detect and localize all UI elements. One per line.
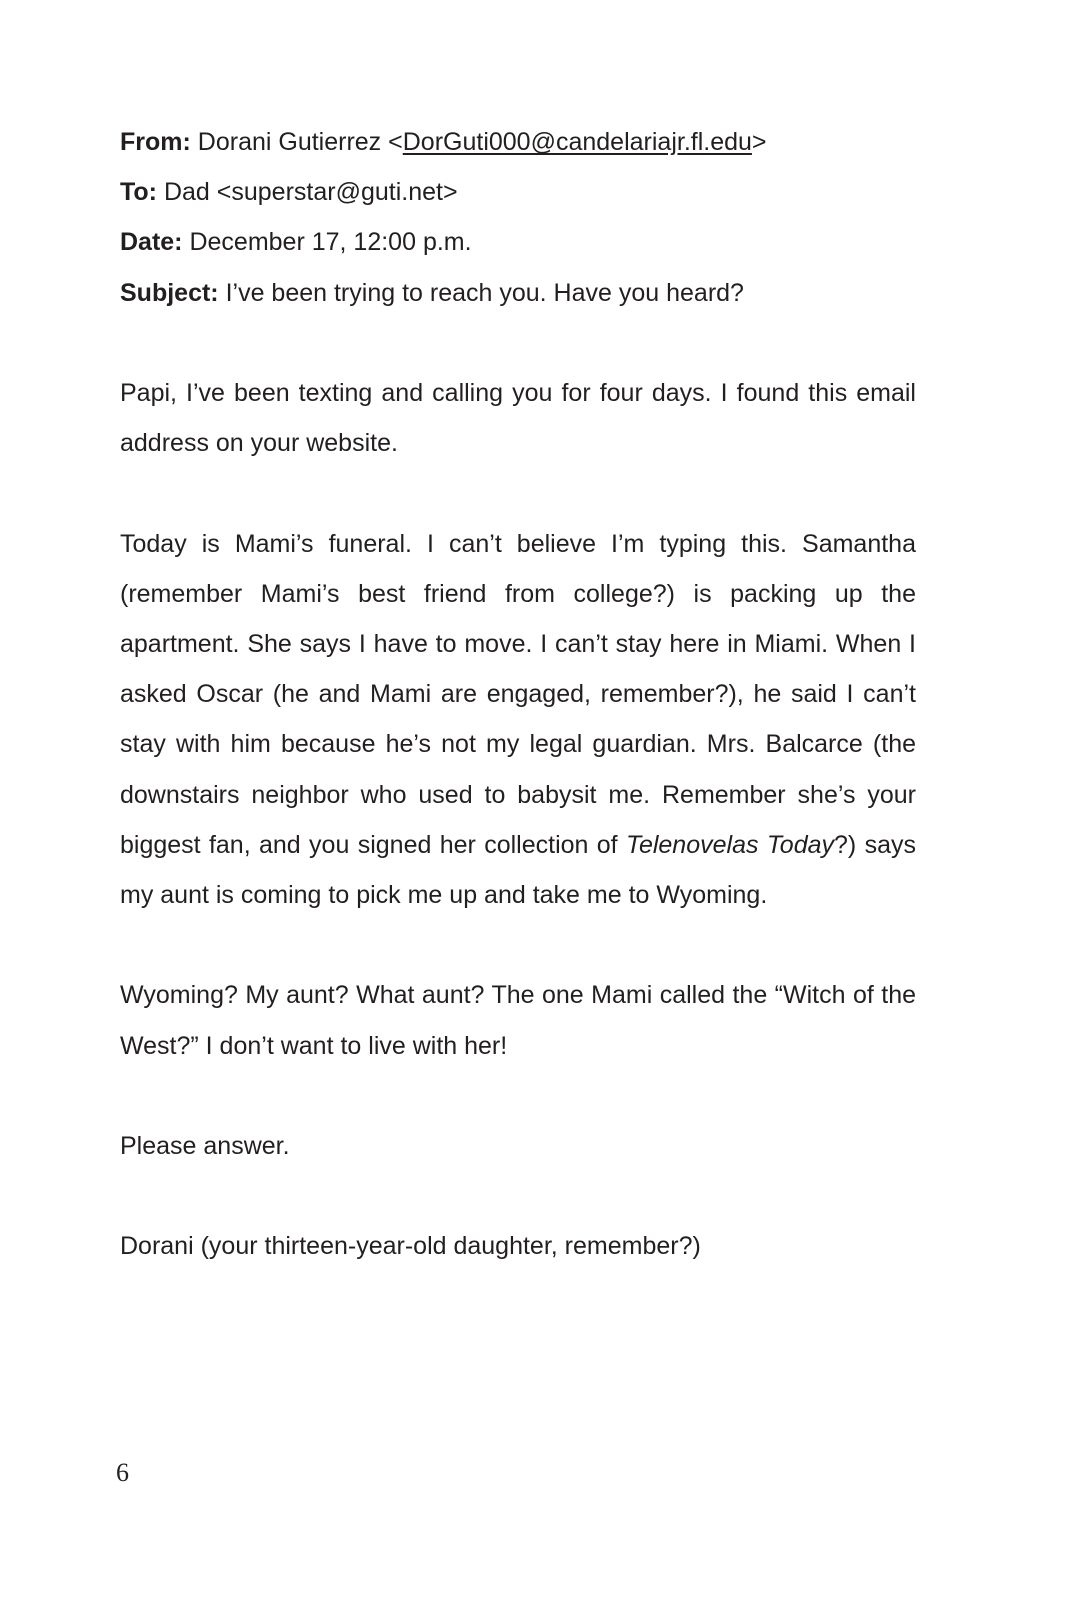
date-label: Date: (120, 228, 183, 257)
to-value: Dad <superstar@guti.net> (163, 178, 458, 207)
date-line (120, 217, 916, 267)
body-paragraph-1: Papi, I’ve been texting and calling you for four days. I found this email address on your website. (120, 379, 916, 458)
subject-line (120, 268, 916, 318)
to-label: To: (120, 178, 158, 207)
page-number: 6 (116, 1458, 129, 1487)
from-line (120, 117, 916, 167)
magazine-title: Telenovelas Today (625, 830, 835, 859)
signature: Dorani (your thirteen-year-old daughter, remember?) (120, 1232, 701, 1261)
body-paragraph-4: Please answer. (120, 1132, 290, 1160)
date-value: December 17, 12:00 p.m. (189, 228, 472, 257)
from-address-link[interactable]: DorGuti000@candelariajr.fl.edu (402, 128, 752, 156)
body-paragraph-3: Wyoming? My aunt? What aunt? The one Mami called the “Witch of the West?” I don’t want to live with her! (120, 981, 916, 1060)
from-label: From: (120, 128, 191, 156)
subject-value: I’ve been trying to reach you. Have you heard? (225, 278, 744, 307)
email-message (120, 117, 916, 1322)
to-line (120, 167, 916, 217)
from-address-close: > (751, 128, 767, 156)
subject-label: Subject: (120, 278, 219, 307)
paragraph-2-text-start: Today is Mami’s funeral. I can’t believe I’m typing this. Samantha (remember Mami’s best friend from college?) is packing up the apartment. She says I have to move. I can’t stay here in Miami. When I asked Oscar (he and Mami are engaged, remember?), he said I can’t stay with him because he’s not my legal guardian. Mrs. Balcarce (the downstairs neighbor who used to babysit me. Remember she’s your biggest fan, and you signed her collection of (120, 529, 916, 859)
paragraph-2-text-end: ?) says my aunt is coming to pick me up and take me to Wyoming. (120, 830, 916, 910)
email-headers (120, 117, 916, 318)
from-name: Dorani Gutierrez < (197, 128, 403, 156)
body-paragraph-2 (120, 519, 916, 921)
